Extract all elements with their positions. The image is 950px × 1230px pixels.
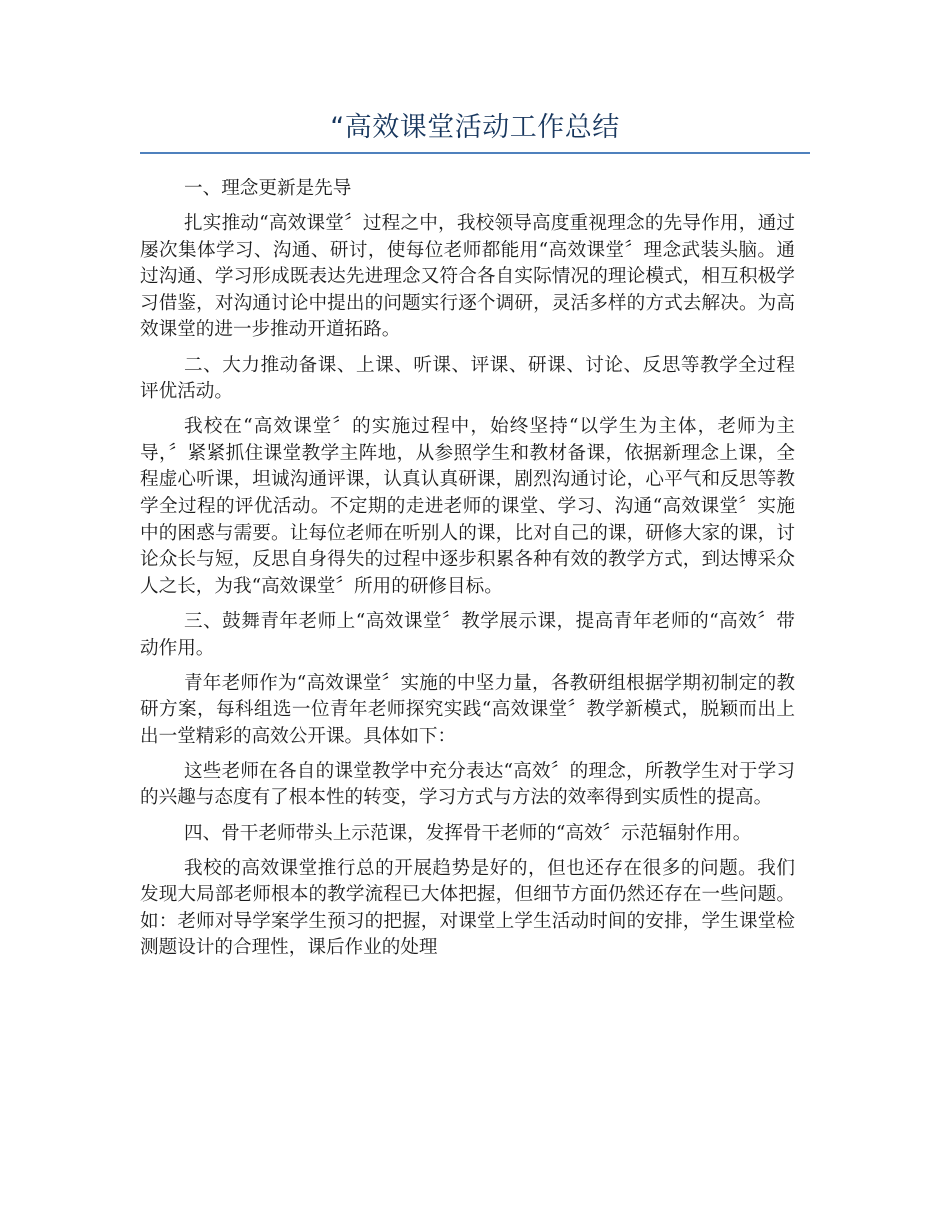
body-paragraph: 青年老师作为“高效课堂〞实施的中坚力量，各教研组根据学期初制定的教研方案，每科组选一位青年老师探究实践“高效课堂〞教学新模式，脱颖而出上出一堂精彩的高效公开课。具体如下： <box>140 672 795 747</box>
body-paragraph: 我校的高效课堂推行总的开展趋势是好的，但也还存在很多的问题。我们发现大局部老师根本的教学流程已大体把握，但细节方面仍然还存在一些问题。如：老师对导学案学生预习的把握，对课堂上学生活动时间的安排，学生课堂检测题设计的合理性，课后作业的处理 <box>140 857 795 959</box>
section-heading-4: 四、骨干老师带头上示范课，发挥骨干老师的“高效〞示范辐射作用。 <box>184 822 752 844</box>
title-underline <box>140 152 810 154</box>
body-paragraph: 我校在“高效课堂〞的实施过程中，始终坚持“以学生为主体，老师为主导，〞紧紧抓住课堂教学主阵地，从参照学生和教材备课，依据新理念上课，全程虚心听课，坦诚沟通评课，认真认真研课，剧烈沟通讨论，心平气和反思等教学全过程的评优活动。不定期的走进老师的课堂、学习、沟通“高效课堂〞实施中的困惑与需要。让每位老师在听别人的课，比对自己的课，研修大家的课，讨论众长与短，反思自身得失的过程中逐步积累各种有效的教学方式，到达博采众人之长，为我“高效课堂〞所用的研修目标。 <box>140 416 795 597</box>
body-paragraph: 这些老师在各自的课堂教学中充分表达“高效〞的理念，所教学生对于学习的兴趣与态度有了根本性的转变，学习方式与方法的效率得到实质性的提高。 <box>140 760 795 809</box>
body-paragraph: 扎实推动“高效课堂〞过程之中，我校领导高度重视理念的先导作用，通过屡次集体学习、沟通、研讨，使每位老师都能用“高效课堂〞理念武装头脑。通过沟通、学习形成既表达先进理念又符合各自实际情况的理论模式，相互积极学习借鉴，对沟通讨论中提出的问题实行逐个调研，灵活多样的方式去解决。为高效课堂的进一步推动开道拓路。 <box>140 213 795 341</box>
section-heading-2: 二、大力推动备课、上课、听课、评课、研课、讨论、反思等教学全过程评优活动。 <box>140 354 795 403</box>
section-heading-3: 三、鼓舞青年老师上“高效课堂〞教学展示课，提高青年老师的“高效〞带动作用。 <box>140 610 795 659</box>
document-body <box>140 176 795 971</box>
section-heading-1: 一、理念更新是先导 <box>184 178 352 199</box>
document-title: “高效课堂活动工作总结 <box>330 112 620 143</box>
